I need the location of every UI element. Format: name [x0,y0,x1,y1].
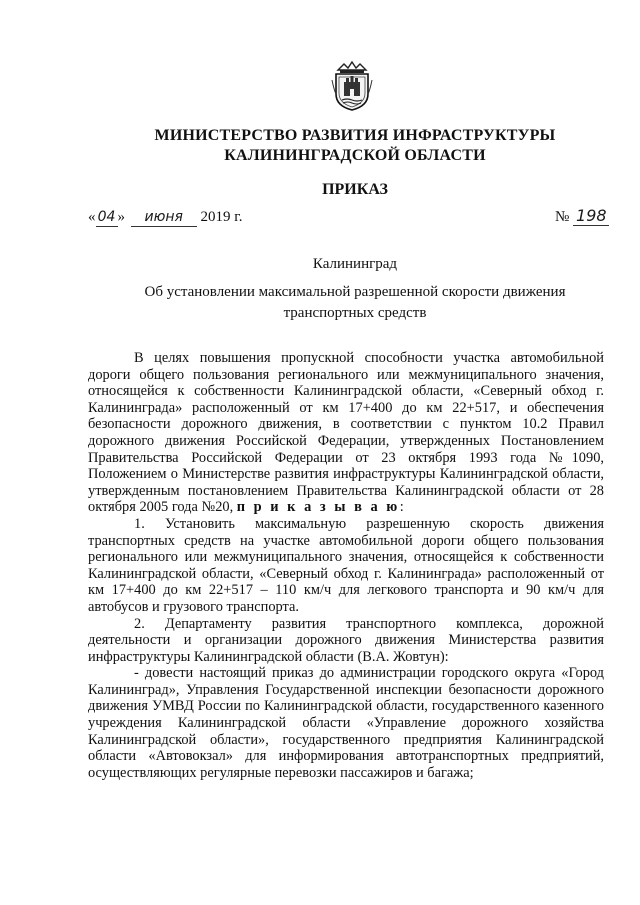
date-open-quote: « [88,209,96,225]
document-type-title: ПРИКАЗ [322,181,388,198]
order-item-1: 1. Установить максимальную разрешенную скорость движения транспортных средств на участке автомобильной дороги общего пользования регионального или межмуниципального значения, относящейся к собственности Калининградской области, «Северный обход г. Калининграда» расположенный от км 17+400 до км 22+517 – 110 км/ч для легкового транспорта и 90 км/ч для автобусов и грузового транспорта. [88,515,604,615]
ministry-name-line2: КАЛИНИНГРАДСКОЙ ОБЛАСТИ [224,147,486,164]
document-subject: Об установлении максимальной разрешенной скорости движения транспортных средств [144,284,566,321]
preamble-text: В целях повышения пропускной способности участка автомобильной дороги общего пользования регионального или межмуниципального значения, относящейся к собственности Калининградской области, «Северный обход г. Калининграда» расположенный от км 17+400 до км 22+517, и обеспечения безопасности дорожного движения, в соответствии с пунктом 10.2 Правил дорожного движения Российской Федерации, утвержденных Постановлением Правительства Российской Федерации от 23 октября 1993 года №1090, Положением о Министерстве развития инфраструктуры Калининградской области, утвержденным постановлением Правительства Калининградской области от 28 октября 2005 года №20, [88,350,604,516]
number-handwritten: 198 [573,207,609,226]
ministry-name-line1: МИНИСТЕРСТВО РАЗВИТИЯ ИНФРАСТРУКТУРЫ [154,127,556,144]
document-number [555,206,609,228]
date-close-quote: » [117,209,125,225]
number-prefix: № [555,209,570,225]
order-colon: : [399,499,404,516]
date-day-handwritten: 04 [96,208,118,227]
issue-city: Калининград [312,256,398,272]
document-date [88,206,242,228]
document-body [88,350,604,781]
coat-of-arms-icon [330,60,374,112]
order-item-2-subpoint: - довести настоящий приказ до администрации городского округа «Город Калининград», Управления Государственной инспекции безопасности дорожного движения УМВД России по Калининградской области, государственного казенного учреждения Калининградской области «Управление дорожного хозяйства Калининградской области», государственного предприятия Калининградской области «Автовокзал» для информирования автотранспортных предприятий, осуществляющих регулярные перевозки пассажиров и багажа; [88,665,604,781]
date-month-handwritten: июня [131,208,197,227]
order-item-2: 2. Департаменту развития транспортного комплекса, дорожной деятельности и организации дорожного движения Министерства развития инфраструктуры Калининградской области (В.А. Жовтун): [88,615,604,665]
preamble-paragraph [88,350,604,516]
date-year: 2019 г. [200,209,243,225]
order-word: п р и к а з ы в а ю [236,499,400,516]
